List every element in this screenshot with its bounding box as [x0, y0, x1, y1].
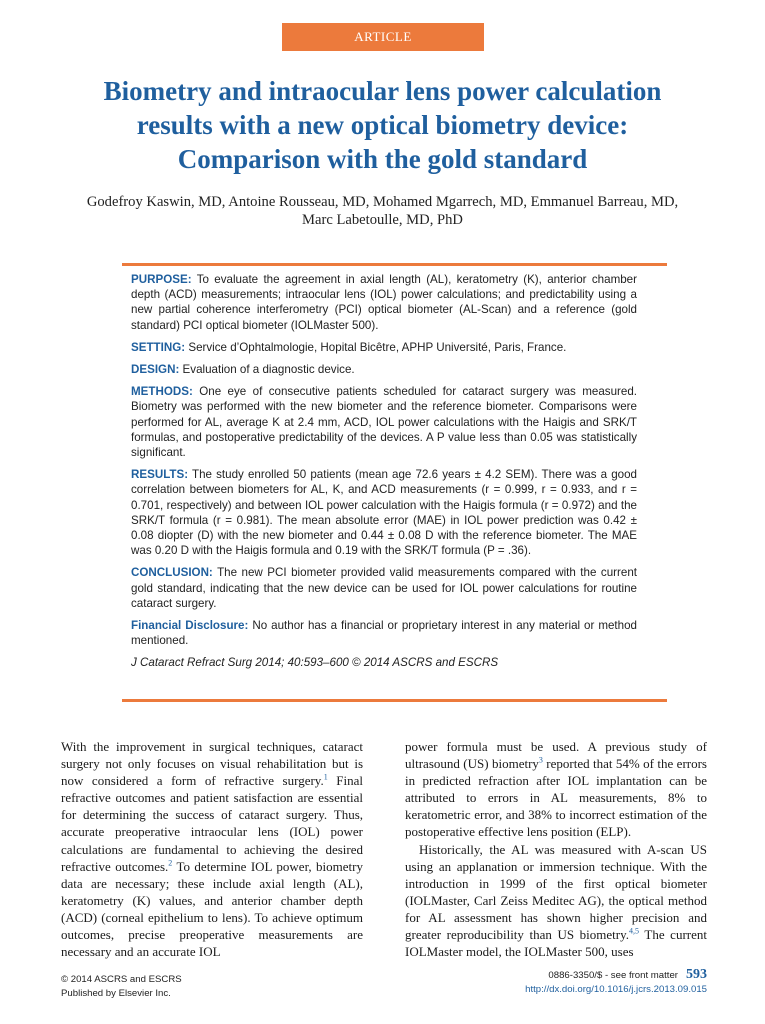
setting-label: SETTING: — [131, 340, 186, 354]
abstract-results — [131, 467, 637, 558]
body-paragraph — [405, 841, 707, 961]
text-run: With the improvement in surgical techniques, cataract surgery not only focuses on visual rehabilitation but is now considered a form of refractive surgery. — [61, 739, 363, 789]
abstract-purpose — [131, 272, 637, 333]
text-run: Final refractive outcomes and patient satisfaction are essential for determining the success of cataract surgery. Thus, accurate preoperative intraocular lens (IOL) power calculations are fundamental to achieving the desired refractive outcomes. — [61, 773, 363, 874]
title-line: Comparison with the gold standard — [177, 144, 588, 174]
footer-publisher-info — [61, 973, 182, 1001]
author-line: Godefroy Kaswin, MD, Antoine Rousseau, MD, Mohamed Mgarrech, MD, Emmanuel Barreau, MD, — [86, 194, 679, 210]
results-label: RESULTS: — [131, 468, 189, 482]
design-label: DESIGN: — [131, 363, 180, 377]
body-text — [61, 738, 707, 960]
text-run: reported that 54% of the errors in predicted refraction after IOL implantation can be attributed to errors in AL measurements, 8% to keratometric error, and 38% to incorrect estimation of the postoperative effective lens position (ELP). — [405, 756, 707, 840]
disclosure-text: No author has a financial or proprietary interest in any material or method mentioned. — [131, 619, 638, 648]
abstract-top-rule — [122, 263, 667, 266]
abstract-bottom-rule — [122, 699, 667, 702]
abstract-disclosure — [131, 618, 637, 648]
reference-link[interactable]: 4,5 — [629, 926, 640, 936]
methods-text: One eye of consecutive patients scheduled for cataract surgery was measured. Biometry was performed with the new biometer and the reference biometer. Comparisons were performed for AL, average K at 2.4 mm, ACD, IOL power calculations with the Haigis and SRK/T formulas, and postoperative predictability of the devices. A P value less than 0.05 was statistically significant. — [131, 385, 637, 460]
results-text: The study enrolled 50 patients (mean age 72.6 years ± 4.2 SEM). There was a good correlation between biometers for AL, K, and ACD measurements (r = 0.999, r = 0.933, and r = 0.701, respectively) and between IOL power calculation with the Haigis formula (r = 0.972) and the SRK/T formula (r = 0.981). The mean absolute error (MAE) in IOL power prediction was 0.42 ± 0.08 diopter (D) with the new biometer and 0.44 ± 0.08 D with the reference biometer. The MAE was 0.20 D with the Haigis formula and 0.19 with the SRK/T formula (P = .36). — [131, 468, 637, 558]
reference-link[interactable]: 1 — [323, 772, 328, 782]
abstract-conclusion — [131, 565, 637, 611]
text-run: Historically, the AL was measured with A-scan US using an applanation or immersion technique. With the introduction in 1999 of the first optical biometer (IOLMaster, Carl Zeiss Meditec AG), the optical method for AL assessment has shown higher precision and greater reproducibility than US biometry. — [405, 841, 707, 943]
abstract-methods — [131, 384, 637, 460]
reference-link[interactable]: 2 — [168, 858, 173, 868]
left-column — [61, 738, 363, 960]
body-paragraph — [61, 738, 363, 960]
article-title — [40, 74, 725, 176]
text-run: power formula must be used. A previous study of ultrasound (US) biometry — [405, 739, 707, 772]
footer-issn-info — [525, 968, 707, 997]
abstract — [131, 272, 637, 678]
methods-label: METHODS: — [131, 385, 193, 399]
issn-row — [525, 968, 707, 983]
title-line: results with a new optical biometry device: — [136, 110, 629, 140]
publisher-line: Published by Elsevier Inc. — [61, 988, 171, 999]
issn-line: 0886-3350/$ - see front matter — [548, 970, 678, 981]
right-column — [405, 738, 707, 960]
journal-citation: J Cataract Refract Surg 2014; 40:593–600 © 2014 ASCRS and ESCRS — [131, 656, 499, 670]
body-paragraph — [405, 738, 707, 841]
section-label: ARTICLE — [354, 29, 412, 44]
doi-link[interactable]: http://dx.doi.org/10.1016/j.jcrs.2013.09.015 — [525, 984, 707, 995]
author-line: Marc Labetoulle, MD, PhD — [302, 212, 463, 228]
author-list — [40, 193, 725, 229]
disclosure-label: Financial Disclosure: — [131, 619, 249, 633]
copyright-line: © 2014 ASCRS and ESCRS — [61, 974, 182, 985]
abstract-design — [131, 362, 637, 377]
reference-link[interactable]: 3 — [538, 755, 543, 765]
text-run: The current IOLMaster model, the IOLMaster 500, uses — [405, 927, 707, 960]
abstract-setting — [131, 340, 637, 355]
purpose-text: To evaluate the agreement in axial length (AL), keratometry (K), anterior chamber depth (ACD) measurements; intraocular lens (IOL) power calculations; and predictability using a new partial coherence interferometry (PCI) optical biometer (AL-Scan) and a reference (gold standard) PCI optical biometer (IOLMaster 500). — [131, 273, 637, 332]
conclusion-text: The new PCI biometer provided valid measurements compared with the current gold standard, indicating that the new device can be used for IOL power calculations for routine cataract surgery. — [131, 566, 637, 610]
design-text: Evaluation of a diagnostic device. — [179, 363, 355, 377]
conclusion-label: CONCLUSION: — [131, 566, 213, 580]
article-section-banner — [282, 23, 484, 51]
setting-text: Service d’Ophtalmologie, Hopital Bicêtre, APHP Université, Paris, France. — [185, 340, 567, 354]
text-run: To determine IOL power, biometry data are necessary; these include axial length (AL), keratometry (K) values, and anterior chamber depth (ACD) (corneal epithelium to lens). To achieve optimum outcomes, precise preoperative measurements are necessary and an accurate IOL — [61, 858, 363, 960]
purpose-label: PURPOSE: — [131, 273, 192, 286]
title-line: Biometry and intraocular lens power calculation — [103, 76, 662, 106]
page-number: 593 — [686, 967, 707, 982]
